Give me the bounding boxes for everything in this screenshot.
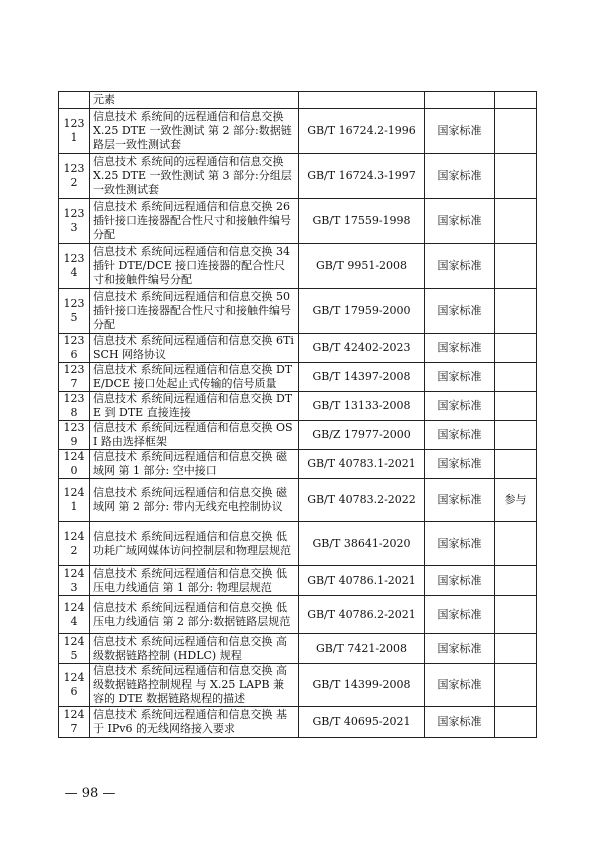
- row-number: 1235: [59, 289, 90, 334]
- row-number: 1238: [59, 392, 90, 421]
- standard-type: 国家标准: [425, 109, 495, 154]
- table-row: [59, 289, 537, 334]
- standard-name: 信息技术 系统间远程通信和信息交换 磁域网 第 1 部分: 空中接口: [90, 450, 299, 479]
- standard-type: 国家标准: [425, 289, 495, 334]
- table-row: [59, 450, 537, 479]
- page-number: — 98 —: [64, 786, 116, 801]
- standard-name: 信息技术 系统间远程通信和信息交换 OSI 路由选择框架: [90, 421, 299, 450]
- standard-note: [495, 92, 537, 109]
- standard-type: [425, 92, 495, 109]
- table-row: [59, 334, 537, 363]
- table-row: [59, 707, 537, 738]
- standard-type: 国家标准: [425, 392, 495, 421]
- standard-code: GB/T 38641-2020: [299, 522, 425, 566]
- standard-name: 元素: [90, 92, 299, 109]
- standard-code: [299, 92, 425, 109]
- standard-name: 信息技术 系统间的远程通信和信息交换 X.25 DTE 一致性测试 第 2 部分:数据链路层一致性测试套: [90, 109, 299, 154]
- standard-code: GB/T 40786.2-2021: [299, 596, 425, 634]
- row-number: 1236: [59, 334, 90, 363]
- standard-note: [495, 450, 537, 479]
- standard-name: 信息技术 系统间的远程通信和信息交换 X.25 DTE 一致性测试 第 3 部分:分组层一致性测试套: [90, 154, 299, 199]
- standard-code: GB/T 40786.1-2021: [299, 566, 425, 596]
- standard-name: 信息技术 系统间远程通信和信息交换 低压电力线通信 第 1 部分: 物理层规范: [90, 566, 299, 596]
- standard-name: 信息技术 系统间远程通信和信息交换 磁域网 第 2 部分: 带内无线充电控制协议: [90, 479, 299, 522]
- row-number: 1240: [59, 450, 90, 479]
- standard-code: GB/T 40783.1-2021: [299, 450, 425, 479]
- standard-note: [495, 289, 537, 334]
- table-row: [59, 479, 537, 522]
- standard-code: GB/T 40783.2-2022: [299, 479, 425, 522]
- row-number: 1237: [59, 363, 90, 392]
- row-number: 1242: [59, 522, 90, 566]
- standard-note: [495, 199, 537, 244]
- standard-type: 国家标准: [425, 596, 495, 634]
- standard-name: 信息技术 系统间远程通信和信息交换 高级数据链路控制规程 与 X.25 LAPB 兼容的 DTE 数据链路规程的描述: [90, 664, 299, 707]
- page-footer: [0, 786, 600, 801]
- standard-type: 国家标准: [425, 664, 495, 707]
- standard-code: GB/T 17559-1998: [299, 199, 425, 244]
- standard-code: GB/T 7421-2008: [299, 634, 425, 664]
- standard-note: [495, 596, 537, 634]
- standard-name: 信息技术 系统间远程通信和信息交换 26 插针接口连接器配合性尺寸和接触件编号分配: [90, 199, 299, 244]
- standard-code: GB/T 9951-2008: [299, 244, 425, 289]
- standard-note: [495, 244, 537, 289]
- standard-type: 国家标准: [425, 363, 495, 392]
- standard-note: [495, 154, 537, 199]
- standard-code: GB/T 14397-2008: [299, 363, 425, 392]
- standard-code: GB/T 42402-2023: [299, 334, 425, 363]
- table-row: [59, 596, 537, 634]
- standard-type: 国家标准: [425, 154, 495, 199]
- standard-code: GB/T 40695-2021: [299, 707, 425, 738]
- standard-code: GB/T 13133-2008: [299, 392, 425, 421]
- row-number: 1233: [59, 199, 90, 244]
- row-number: 1244: [59, 596, 90, 634]
- standard-note: [495, 109, 537, 154]
- standard-name: 信息技术 系统间远程通信和信息交换 6TiSCH 网络协议: [90, 334, 299, 363]
- row-number: 1241: [59, 479, 90, 522]
- standard-note: [495, 634, 537, 664]
- standard-name: 信息技术 系统间远程通信和信息交换 50 插针接口连接器配合性尺寸和接触件编号分配: [90, 289, 299, 334]
- standard-note: [495, 392, 537, 421]
- standard-type: 国家标准: [425, 566, 495, 596]
- standard-type: 国家标准: [425, 421, 495, 450]
- row-number: 1247: [59, 707, 90, 738]
- standards-table-body: [59, 92, 537, 738]
- standard-code: GB/T 16724.3-1997: [299, 154, 425, 199]
- standard-code: GB/Z 17977-2000: [299, 421, 425, 450]
- standard-note: 参与: [495, 479, 537, 522]
- standard-name: 信息技术 系统间远程通信和信息交换 低压电力线通信 第 2 部分:数据链路层规范: [90, 596, 299, 634]
- standard-type: 国家标准: [425, 479, 495, 522]
- table-row: [59, 566, 537, 596]
- standard-note: [495, 421, 537, 450]
- standard-name: 信息技术 系统间远程通信和信息交换 高级数据链路控制 (HDLC) 规程: [90, 634, 299, 664]
- standard-note: [495, 363, 537, 392]
- row-number: 1239: [59, 421, 90, 450]
- standard-type: 国家标准: [425, 450, 495, 479]
- table-row: [59, 634, 537, 664]
- standard-type: 国家标准: [425, 634, 495, 664]
- row-number: 1246: [59, 664, 90, 707]
- row-number: 1234: [59, 244, 90, 289]
- standard-name: 信息技术 系统间远程通信和信息交换 DTE/DCE 接口处起止式传输的信号质量: [90, 363, 299, 392]
- standard-code: GB/T 14399-2008: [299, 664, 425, 707]
- table-row: [59, 664, 537, 707]
- row-number: 1243: [59, 566, 90, 596]
- table-row: [59, 244, 537, 289]
- standard-name: 信息技术 系统间远程通信和信息交换 34 插针 DTE/DCE 接口连接器的配合性尺寸和接触件编号分配: [90, 244, 299, 289]
- standard-code: GB/T 16724.2-1996: [299, 109, 425, 154]
- standard-name: 信息技术 系统间远程通信和信息交换 低功耗广域网媒体访问控制层和物理层规范: [90, 522, 299, 566]
- standards-table: [58, 91, 537, 738]
- table-row: [59, 92, 537, 109]
- table-row: [59, 199, 537, 244]
- standard-type: 国家标准: [425, 522, 495, 566]
- table-row: [59, 154, 537, 199]
- standard-type: 国家标准: [425, 707, 495, 738]
- standard-type: 国家标准: [425, 334, 495, 363]
- standard-note: [495, 522, 537, 566]
- table-row: [59, 421, 537, 450]
- table-row: [59, 363, 537, 392]
- row-number: 1231: [59, 109, 90, 154]
- table-row: [59, 109, 537, 154]
- standard-note: [495, 334, 537, 363]
- standard-name: 信息技术 系统间远程通信和信息交换 DTE 到 DTE 直接连接: [90, 392, 299, 421]
- standard-note: [495, 664, 537, 707]
- row-number: 1232: [59, 154, 90, 199]
- row-number: [59, 92, 90, 109]
- standard-note: [495, 707, 537, 738]
- table-row: [59, 392, 537, 421]
- standard-code: GB/T 17959-2000: [299, 289, 425, 334]
- standard-type: 国家标准: [425, 199, 495, 244]
- row-number: 1245: [59, 634, 90, 664]
- standard-name: 信息技术 系统间远程通信和信息交换 基于 IPv6 的无线网络接入要求: [90, 707, 299, 738]
- standard-note: [495, 566, 537, 596]
- standard-type: 国家标准: [425, 244, 495, 289]
- table-row: [59, 522, 537, 566]
